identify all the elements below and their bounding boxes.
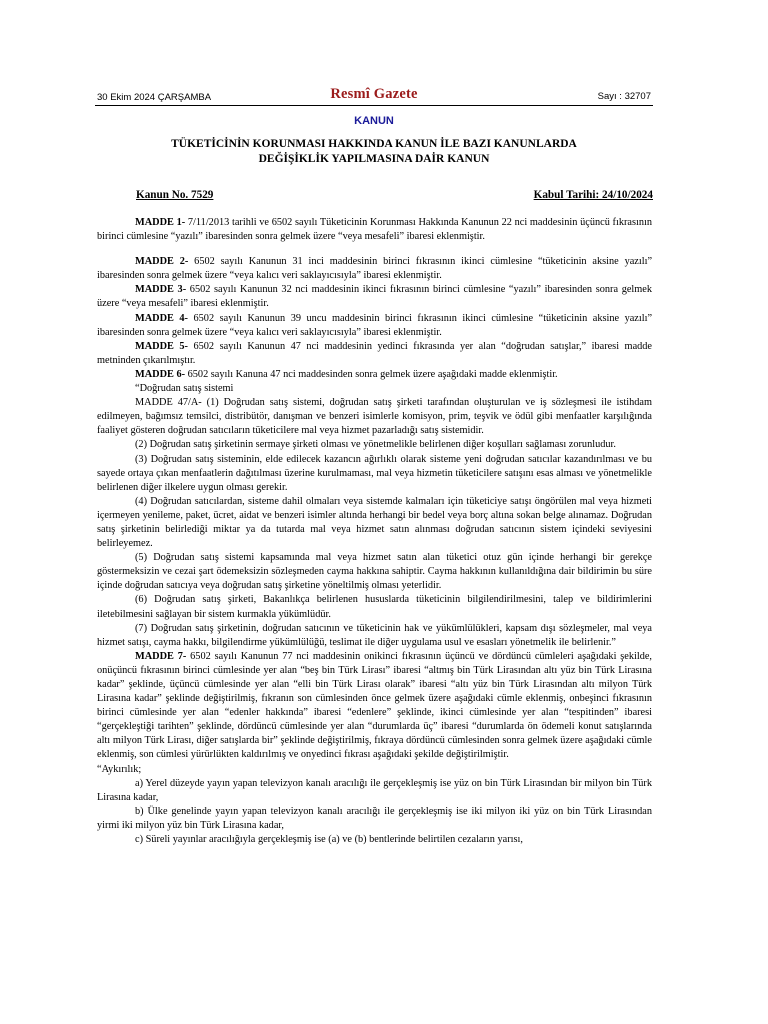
- law-paragraph: [97, 396, 652, 438]
- law-title-line-2: DEĞİŞİKLİK YAPILMASINA DAİR KANUN: [258, 153, 490, 165]
- paragraph-text: “Doğrudan satış sistemi: [135, 383, 234, 395]
- law-paragraph: [97, 495, 652, 551]
- law-paragraph: [97, 593, 652, 621]
- law-paragraph: [97, 650, 652, 763]
- paragraph-text: (2) Doğrudan satış şirketinin sermaye şirketi olması ve yönetmelikle belirlenen diğer koşulları sağlaması zorunludur.: [135, 439, 616, 451]
- paragraph-text: 6502 sayılı Kanunun 39 uncu maddesinin birinci fıkrasının ikinci cümlesine “tüketicinin aksine yazılı” ibaresinden sonra gelmek üzere “veya kalıcı veri saklayıcısıyla” ibaresi eklenmiştir.: [97, 312, 653, 338]
- article-label: MADDE 4-: [135, 312, 188, 324]
- paragraph-text: 6502 sayılı Kanuna 47 nci maddesinden sonra gelmek üzere aşağıdaki madde eklenmiştir.: [185, 368, 558, 380]
- law-paragraph: [97, 283, 652, 311]
- law-paragraph: [97, 255, 652, 283]
- header-rule: [95, 105, 653, 106]
- paragraph-text: “Aykırılık;: [97, 763, 142, 775]
- law-title: [95, 137, 653, 167]
- law-title-line-1: TÜKETİCİNİN KORUNMASI HAKKINDA KANUN İLE BAZI KANUNLARDA: [171, 138, 577, 150]
- law-meta: [136, 189, 653, 201]
- accepted-date: Kabul Tarihi: 24/10/2024: [533, 189, 653, 201]
- law-paragraph: [97, 805, 652, 833]
- paragraph-text: (6) Doğrudan satış şirketi, Bakanlıkça belirlenen hususlarda tüketicinin bilgilendirilmesini, talep ve bildirimlerini iletebilmesini sağlayan bir sistem kurmakla yükümlüdür.: [97, 594, 652, 620]
- law-paragraph: [97, 340, 652, 368]
- law-paragraph: [97, 312, 652, 340]
- paragraph-text: (4) Doğrudan satıcılardan, sisteme dahil olmaları veya sistemde kalmaları için tüketiciye satışı öngörülen mal veya hizmeti içermeyen yenileme, paket, ücret, aidat ve benzeri isimler altında herhangi bir bedel veya borç altına sokan belge alınamaz. Doğrudan satış şirketinin belirlediği miktar ya da tutarda mal veya hizmet satın alınması doğrudan satıcının sistem içindeki seviyesini belirleyemez.: [97, 495, 652, 550]
- paragraph-text: 6502 sayılı Kanunun 77 nci maddesinin onikinci fıkrasının üçüncü ve dördüncü cümleleri aşağıdaki şekilde, onüçüncü fıkrasının birinci cümlesinde yer alan “beş bin Türk Lirası” ibaresi “altmış bin Türk Lirasından altı yüz bin Türk Lirasına kadar” şeklinde, üçüncü cümlesinde yer alan “elli bin Türk Lirası olarak” ibaresi “altı yüz bin Türk Lirasından altı milyon Türk Lirasına kadar” şeklinde değiştirilmiş, fıkranın son cümlesinden önce gelmek üzere aşağıdaki cümle eklenmiş, onbeşinci fıkrasının birinci cümlesinde yer alan “edenler hakkında” ibaresi “edenlere” şeklinde, ikinci cümlesinde yer alan “tespitinden” ibaresi “gerçekleştiği tarihten” şeklinde, dördüncü cümlesinde yer alan “durumlarda üç” ibaresi “durumlarda ön ödemeli konut satışlarında altı milyon Türk Lirası, diğer satışlarda bir” şeklinde değiştirilmiş, fıkraya dördüncü cümlesinden sonra gelmek üzere aşağıdaki cümle eklenmiş, son cümlesi yürürlükten kaldırılmış ve onyedinci fıkrası aşağıdaki şekilde değiştirilmiştir.: [97, 650, 652, 761]
- page-header: [95, 86, 653, 106]
- paragraph-text: (3) Doğrudan satış sisteminin, elde edilecek kazancın ağırlıklı olarak sisteme yeni doğrudan satıcılar kazandırılması ve bu sayede ortaya çıkan menfaatlerin dağıtılması üzerine kurulmaması, mal veya hizmetin tüketicilere satışını esas alması ve yönetmelikle belirlenen diğer ilkelere uygun olması gerekir.: [97, 453, 652, 493]
- law-paragraph: [97, 368, 652, 382]
- paragraph-text: (5) Doğrudan satış sistemi kapsamında mal veya hizmet satın alan tüketici otuz gün içinde herhangi bir gerekçe göstermeksizin ve cezai şart ödemeksizin sözleşmeden cayma hakkına sahiptir. Cayma hakkının kullanıldığına dair bildirimin bu süre içinde doğrudan satıcıya veya doğrudan satış şirketine yöneltilmiş olması yeterlidir.: [97, 552, 652, 592]
- law-paragraph: [97, 777, 652, 805]
- law-paragraph: [97, 833, 652, 847]
- issue-number: Sayı : 32707: [597, 91, 651, 102]
- law-paragraph: [97, 216, 652, 244]
- law-paragraph: [97, 453, 652, 495]
- article-label: MADDE 1-: [135, 217, 186, 228]
- article-label: MADDE 5-: [135, 340, 188, 352]
- article-label: MADDE 3-: [135, 284, 187, 296]
- law-body: [97, 216, 652, 847]
- document-type: KANUN: [354, 115, 394, 127]
- article-label: MADDE 6-: [135, 368, 186, 380]
- gazette-title: Resmî Gazete: [330, 86, 418, 102]
- paragraph-text: 6502 sayılı Kanunun 47 nci maddesinin yedinci fıkrasında yer alan “doğrudan satışlar,” ibaresi madde metninden çıkarılmıştır.: [97, 340, 653, 366]
- law-paragraph: [97, 622, 652, 650]
- law-paragraph: [97, 551, 652, 593]
- law-paragraph: [97, 438, 652, 452]
- paragraph-text: b) Ülke genelinde yayın yapan televizyon kanalı aracılığı ile gerçekleşmiş ise iki milyon iki yüz on bin Türk Lirasından yirmi iki milyon yüz bin Türk Lirasına kadar,: [97, 805, 652, 831]
- paragraph-text: 6502 sayılı Kanunun 32 nci maddesinin ikinci fıkrasının birinci cümlesine “yazılı” ibaresinden sonra gelmek üzere “veya mesafeli” ibaresi eklenmiştir.: [97, 284, 652, 310]
- law-paragraph: [97, 763, 652, 777]
- paragraph-text: 7/11/2013 tarihli ve 6502 sayılı Tüketicinin Korunması Hakkında Kanunun 22 nci maddesinin üçüncü fıkrasının birinci cümlesine “yazılı” ibaresinden sonra gelmek üzere “veya mesafeli” ibaresi eklenmiştir.: [97, 217, 653, 243]
- law-number: Kanun No. 7529: [136, 189, 214, 201]
- article-label: MADDE 7-: [135, 650, 187, 662]
- paragraph-text: 6502 sayılı Kanunun 31 inci maddesinin birinci fıkrasının ikinci cümlesine “tüketicinin aksine yazılı” ibaresinden sonra gelmek üzere “veya kalıcı veri saklayıcısıyla” ibaresi eklenmiştir.: [97, 256, 653, 282]
- paragraph-text: (7) Doğrudan satış şirketinin, doğrudan satıcının ve tüketicinin hak ve yükümlülükleri, kapsam dışı sözleşmeler, mal veya hizmet satışı, cayma hakkı, bilgilendirme yükümlülüğü, teslimat ile diğer uygulama usul ve esasları yönetmelik ile belirlenir.”: [97, 622, 652, 648]
- header-date: 30 Ekim 2024 ÇARŞAMBA: [97, 92, 212, 103]
- paragraph-text: c) Süreli yayınlar aracılığıyla gerçekleşmiş ise (a) ve (b) bentlerinde belirtilen cezaların yarısı,: [135, 834, 523, 846]
- paragraph-text: a) Yerel düzeyde yayın yapan televizyon kanalı aracılığı ile gerçekleşmiş ise yüz on bin Türk Lirasından bir milyon bin Türk Lirasına kadar,: [97, 777, 652, 803]
- article-label: MADDE 2-: [135, 256, 189, 268]
- law-paragraph: [97, 382, 652, 396]
- paragraph-text: MADDE 47/A- (1) Doğrudan satış sistemi, doğrudan satış şirketi tarafından oluşturulan ve iş sözleşmesi ile istihdam edilmeyen, bağımsız temsilci, distribütör, danışman ve benzeri isimlerle komisyon, prim, teşvik ve ödül gibi menfaatler karşılığında faaliyet gösteren doğrudan satıcıların tüketicilere mal veya hizmet pazarladığı satış sistemidir.: [97, 397, 652, 437]
